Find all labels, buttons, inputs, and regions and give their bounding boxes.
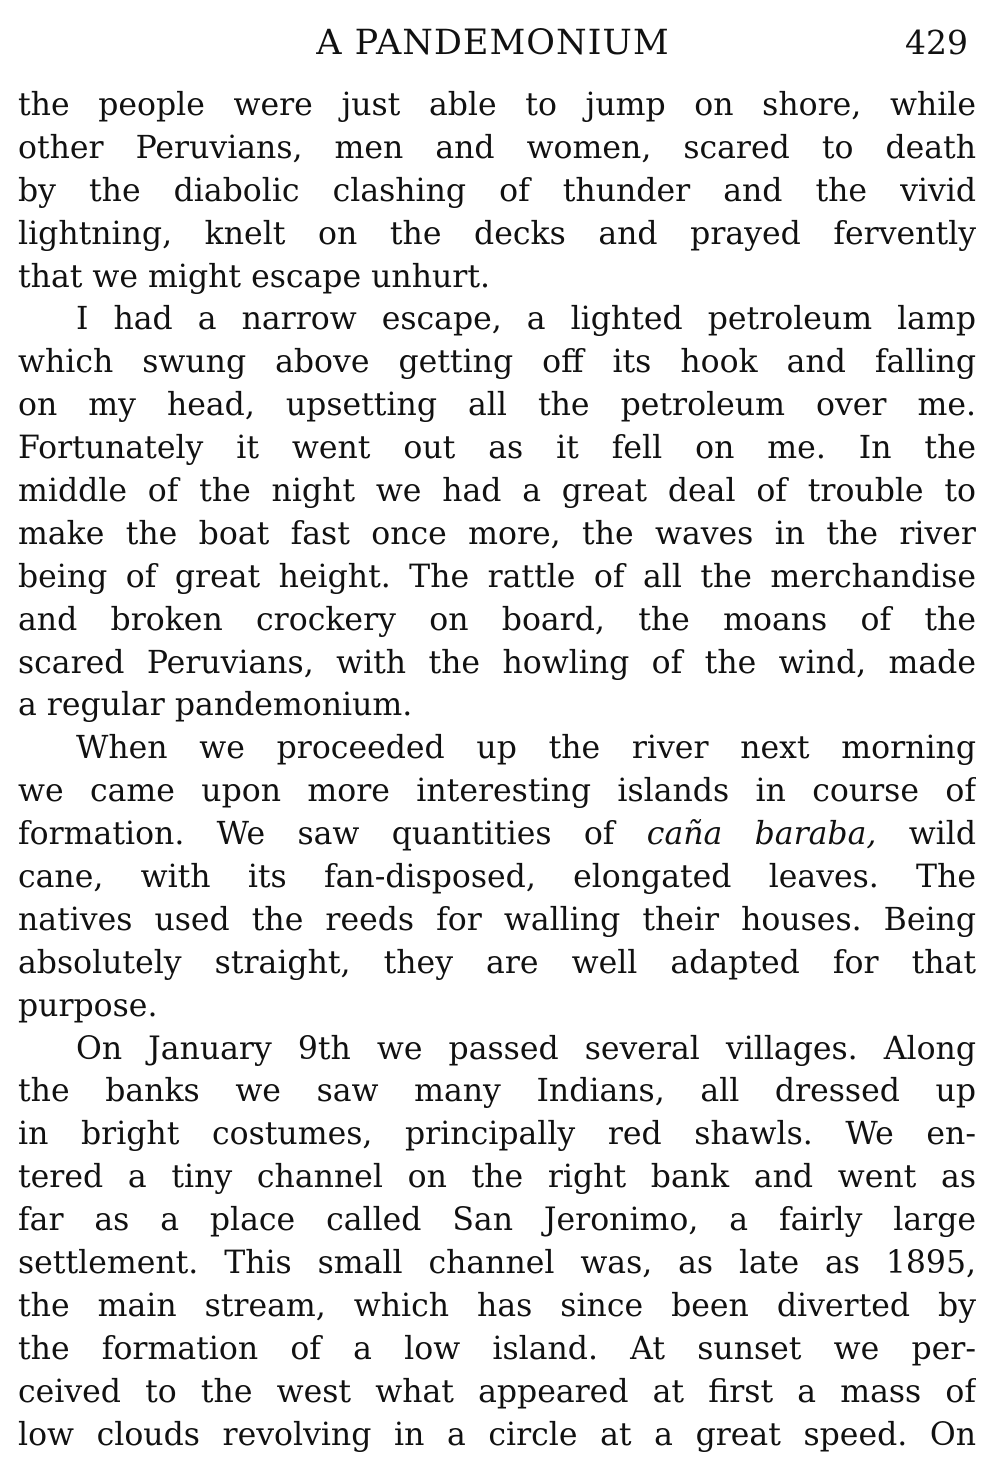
text-line: on my head, upsetting all the petroleum over me. [18, 387, 976, 424]
text-line: far as a place called San Jeronimo, a fairly large [18, 1202, 976, 1239]
text-line: in bright costumes, principally red shawls. We en- [18, 1116, 976, 1153]
running-head [18, 18, 968, 68]
text-line: middle of the night we had a great deal of trouble to [18, 473, 976, 510]
text-line [18, 813, 976, 856]
text-line: being of great height. The rattle of all the merchandise [18, 558, 976, 595]
text-line: a regular pandemonium. [18, 687, 413, 724]
italic-term: caña baraba, [646, 816, 877, 853]
text-line: On January 9th we passed several villages. Along [76, 1030, 976, 1067]
text-line: tered a tiny channel on the right bank and went as [18, 1159, 976, 1196]
text-line: I had a narrow escape, a lighted petroleum lamp [76, 301, 976, 338]
text-line: Fortunately it went out as it fell on me. In the [18, 430, 976, 467]
text-line: make the boat fast once more, the waves in the river [18, 515, 976, 552]
text-line: purpose. [18, 987, 158, 1024]
text-line: the formation of a low island. At sunset we per- [18, 1330, 976, 1367]
text-line: we came upon more interesting islands in course of [18, 773, 976, 810]
body-text [18, 84, 976, 1457]
text-line: ceived to the west what appeared at first a mass of [18, 1373, 976, 1410]
text-line: scared Peruvians, with the howling of the wind, made [18, 644, 976, 681]
text-line: lightning, knelt on the decks and prayed fervently [18, 215, 976, 252]
text-line: by the diabolic clashing of thunder and the vivid [18, 172, 976, 209]
text-line: the main stream, which has since been diverted by [18, 1287, 976, 1324]
text-line: other Peruvians, men and women, scared to death [18, 129, 976, 166]
text-run: formation. We saw quantities of [18, 816, 647, 853]
text-line: and broken crockery on board, the moans of the [18, 601, 976, 638]
page-number: 429 [905, 23, 968, 62]
text-line: absolutely straight, they are well adapted for that [18, 944, 976, 981]
text-line: low clouds revolving in a circle at a great speed. On [18, 1416, 976, 1453]
text-line: the banks we saw many Indians, all dressed up [18, 1073, 976, 1110]
text-line: natives used the reeds for walling their houses. Being [18, 901, 976, 938]
text-line: cane, with its fan-disposed, elongated leaves. The [18, 859, 976, 896]
text-line: which swung above getting off its hook and falling [18, 344, 976, 381]
text-line: the people were just able to jump on shore, while [18, 87, 976, 123]
text-line: settlement. This small channel was, as late as 1895, [18, 1245, 976, 1282]
text-line: that we might escape unhurt. [18, 258, 491, 295]
text-run: wild [876, 816, 976, 853]
text-line: When we proceeded up the river next morning [76, 730, 976, 767]
running-title: A PANDEMONIUM [316, 23, 670, 63]
